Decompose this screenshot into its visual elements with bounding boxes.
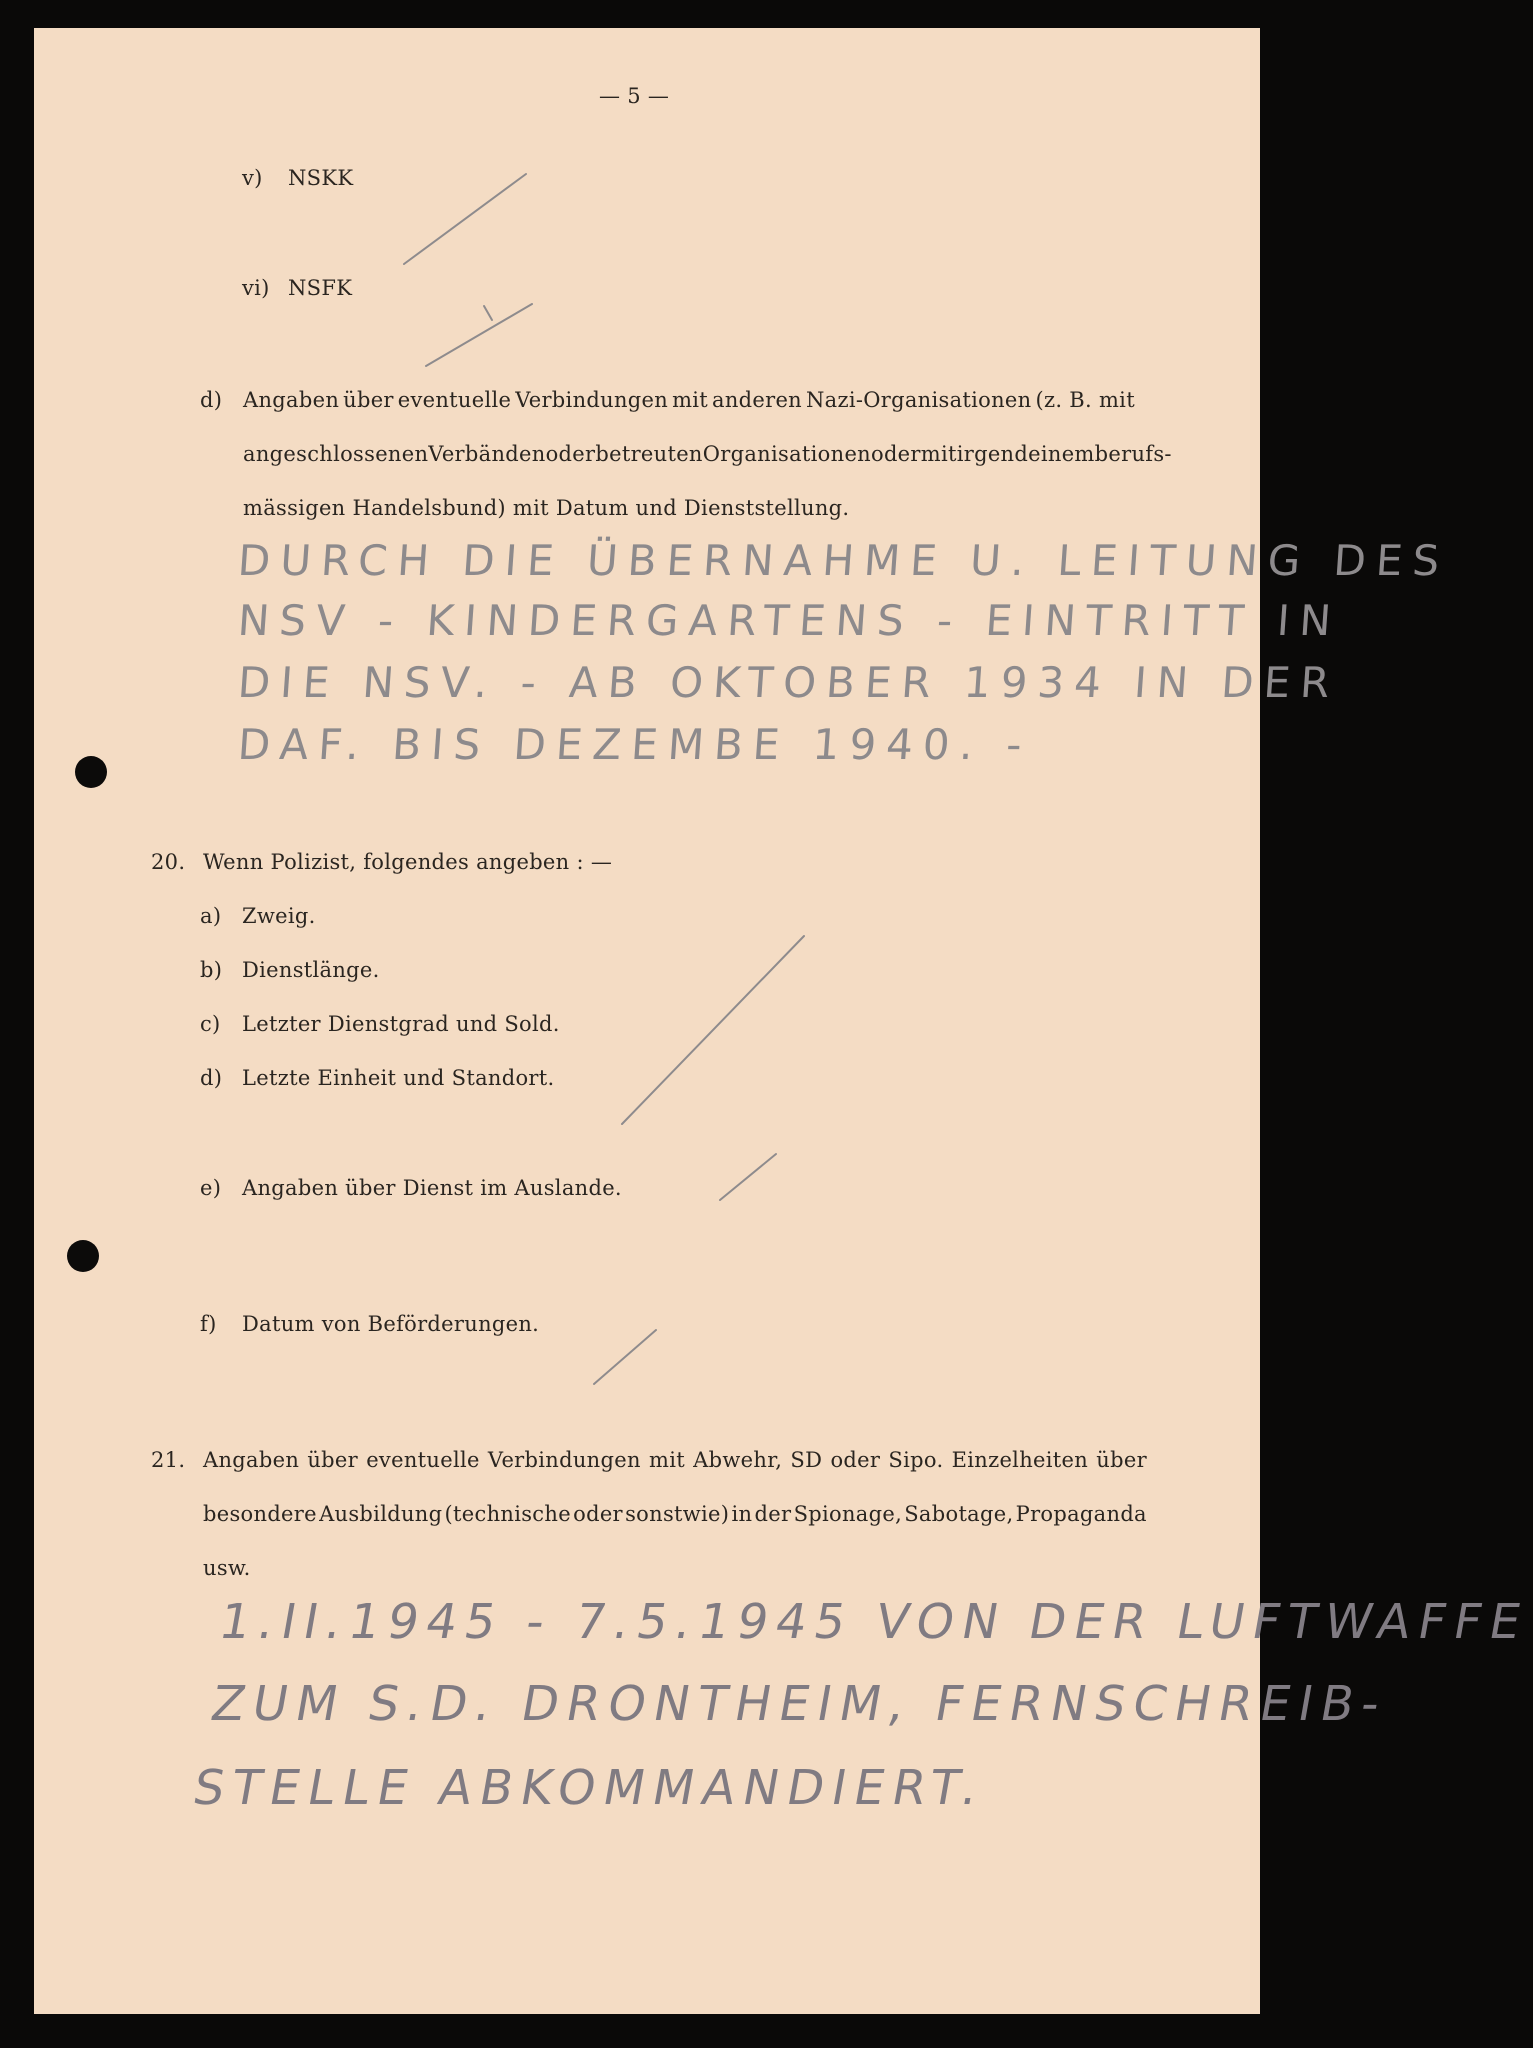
word: besondere bbox=[203, 1502, 317, 1526]
word: Ausbildung bbox=[319, 1502, 443, 1526]
word: mit bbox=[672, 388, 709, 412]
word: Verbindungen bbox=[487, 1448, 641, 1472]
strike-mark bbox=[404, 174, 526, 264]
word: Propaganda bbox=[1015, 1502, 1147, 1526]
word: Abwehr, bbox=[693, 1448, 783, 1472]
word: der bbox=[754, 1502, 792, 1526]
word: oder bbox=[830, 1448, 881, 1472]
word: über bbox=[1096, 1448, 1147, 1472]
item-text: Datum von Beförderungen. bbox=[242, 1312, 540, 1336]
page-number: — 5 — bbox=[599, 84, 670, 108]
section-d-line-3: mässigen Handelsbund) mit Datum und Dienststellung. bbox=[243, 496, 850, 520]
word: Verbänden bbox=[428, 442, 546, 466]
word: Sipo. bbox=[888, 1448, 944, 1472]
word: eventuelle bbox=[366, 1448, 480, 1472]
word: Angaben bbox=[203, 1448, 300, 1472]
handwritten-answer-line: DIE NSV. - AB OKTOBER 1934 IN DER bbox=[236, 658, 1342, 707]
word: oder bbox=[871, 442, 921, 466]
word: SD bbox=[790, 1448, 823, 1472]
item-label: f) bbox=[200, 1312, 217, 1336]
word: über bbox=[307, 1448, 358, 1472]
item-label: e) bbox=[200, 1176, 222, 1200]
handwritten-answer-line: NSV - KINDERGARTENS - EINTRITT IN bbox=[236, 596, 1343, 645]
pencil-marks bbox=[34, 28, 1260, 2014]
word: Verbindungen bbox=[515, 388, 669, 412]
item-label: b) bbox=[200, 958, 223, 982]
strike-mark bbox=[720, 1154, 776, 1200]
word: eventuelle bbox=[397, 388, 512, 412]
word: mit bbox=[920, 442, 957, 466]
item-text-nsfk: NSFK bbox=[288, 276, 353, 300]
item-label: d) bbox=[200, 388, 223, 412]
word: Spionage, bbox=[793, 1502, 903, 1526]
word: Einzelheiten bbox=[951, 1448, 1089, 1472]
question-number: 21. bbox=[151, 1448, 186, 1472]
document-page bbox=[34, 28, 1533, 2014]
strike-mark bbox=[426, 304, 532, 366]
word: anderen bbox=[712, 388, 803, 412]
strike-mark bbox=[484, 306, 492, 320]
item-label: c) bbox=[200, 1012, 221, 1036]
item-label: v) bbox=[242, 166, 263, 190]
word: oder bbox=[545, 442, 596, 466]
word: Angaben bbox=[243, 388, 340, 412]
item-text: Letzter Dienstgrad und Sold. bbox=[242, 1012, 560, 1036]
handwritten-answer-line: DAF. BIS DEZEMBE 1940. - bbox=[236, 720, 1034, 769]
word: (z. B. mit bbox=[1035, 388, 1135, 412]
word: Organisationen bbox=[702, 442, 871, 466]
question-number: 20. bbox=[151, 850, 186, 874]
item-text-nskk: NSKK bbox=[288, 166, 354, 190]
handwritten-answer-line: STELLE ABKOMMANDIERT. bbox=[189, 1760, 991, 1816]
punch-hole bbox=[75, 756, 107, 788]
word: über bbox=[343, 388, 394, 412]
word: betreuten bbox=[595, 442, 703, 466]
word: irgendeinem bbox=[956, 442, 1095, 466]
word: in bbox=[731, 1502, 753, 1526]
item-text: Zweig. bbox=[242, 904, 316, 928]
item-label: a) bbox=[200, 904, 222, 928]
item-text: Dienstlänge. bbox=[242, 958, 380, 982]
strike-mark bbox=[622, 936, 804, 1124]
word: oder bbox=[573, 1502, 623, 1526]
word: sonstwie) bbox=[625, 1502, 730, 1526]
handwritten-answer-line: ZUM S.D. DRONTHEIM, FERNSCHREIB- bbox=[207, 1676, 1393, 1732]
word: Nazi-Organisationen bbox=[805, 388, 1032, 412]
word: angeschlossenen bbox=[243, 442, 429, 466]
word: mit bbox=[649, 1448, 685, 1472]
question-21-line-3: usw. bbox=[203, 1556, 251, 1580]
item-text: Letzte Einheit und Standort. bbox=[242, 1066, 555, 1090]
word: berufs- bbox=[1094, 442, 1172, 466]
word: Sabotage, bbox=[904, 1502, 1014, 1526]
item-text: Angaben über Dienst im Auslande. bbox=[242, 1176, 622, 1200]
handwritten-answer-line: 1.II.1945 - 7.5.1945 VON DER LUFTWAFFE bbox=[215, 1594, 1533, 1650]
item-label: vi) bbox=[242, 276, 270, 300]
handwritten-answer-line: DURCH DIE ÜBERNAHME U. LEITUNG DES bbox=[236, 536, 1451, 585]
strike-mark bbox=[594, 1330, 656, 1384]
item-label: d) bbox=[200, 1066, 223, 1090]
punch-hole bbox=[67, 1240, 99, 1272]
word: (technische bbox=[444, 1502, 571, 1526]
question-text: Wenn Polizist, folgendes angeben : — bbox=[203, 850, 613, 874]
